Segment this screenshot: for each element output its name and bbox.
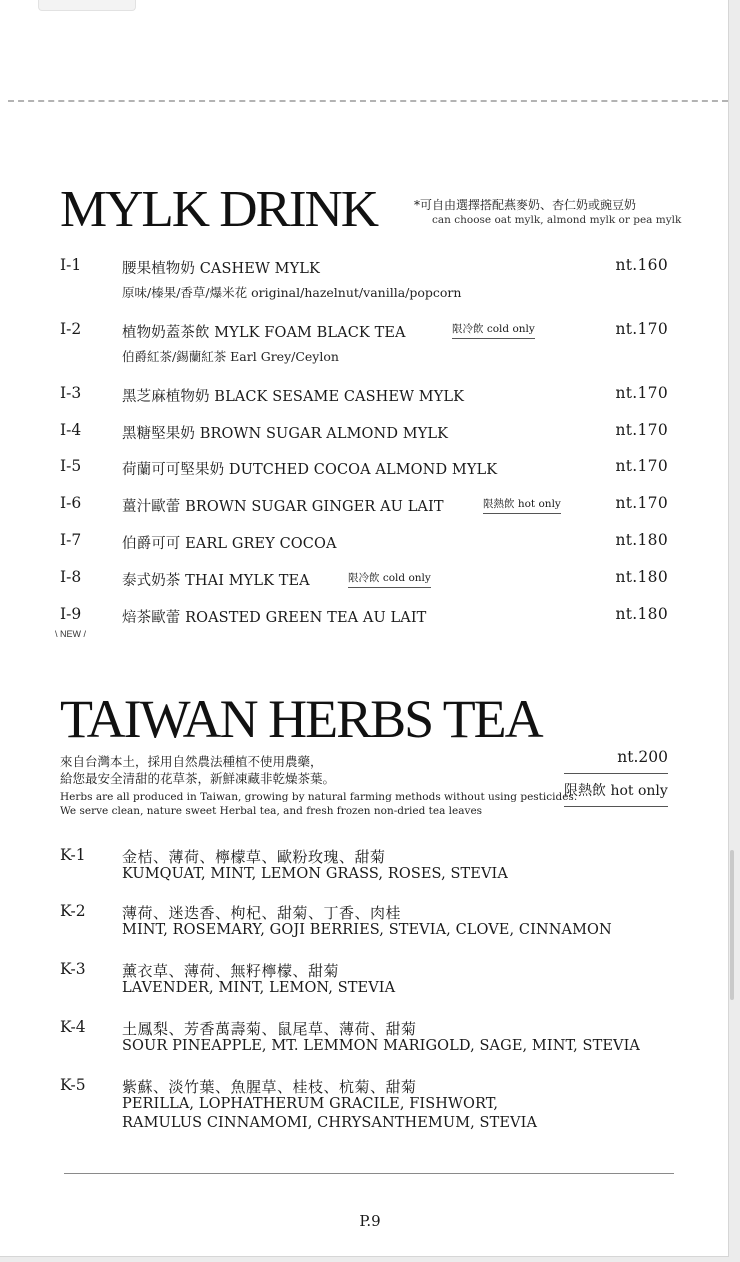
herb-ingredients-zh: 金桔、薄荷、檸檬草、歐粉玫瑰、甜菊 — [122, 848, 386, 866]
item-code: I-1 — [60, 256, 82, 274]
item-price: nt.170 — [615, 320, 668, 338]
item-name: 薑汁歐蕾 BROWN SUGAR GINGER AU LAIT — [122, 499, 444, 515]
item-name: 伯爵可可 EARL GREY COCOA — [122, 536, 337, 552]
herb-ingredients-en: SOUR PINEAPPLE, MT. LEMMON MARIGOLD, SAGE, MINT, STEVIA — [122, 1038, 640, 1054]
item-code: I-5 — [60, 457, 82, 475]
item-price: nt.170 — [615, 494, 668, 512]
item-code: I-6 — [60, 494, 82, 512]
scrollbar-thumb[interactable] — [730, 850, 734, 1000]
mylk-note-zh: *可自由選擇搭配燕麥奶、杏仁奶或豌豆奶 — [414, 198, 637, 212]
item-code: I-8 — [60, 568, 82, 586]
herb-ingredients-en: RAMULUS CINNAMOMI, CHRYSANTHEMUM, STEVIA — [122, 1115, 538, 1131]
herb-ingredients-en: MINT, ROSEMARY, GOJI BERRIES, STEVIA, CLOVE, CINNAMON — [122, 922, 612, 938]
dashed-divider — [8, 100, 728, 102]
mylk-note-en: can choose oat mylk, almond mylk or pea mylk — [432, 214, 682, 226]
item-code: I-7 — [60, 531, 82, 549]
cold-only-tag: 限冷飲 cold only — [348, 570, 431, 588]
item-price: nt.180 — [615, 605, 668, 623]
item-code: I-2 — [60, 320, 82, 338]
herb-ingredients-zh: 薰衣草、薄荷、無籽檸檬、甜菊 — [122, 962, 340, 980]
item-price: nt.170 — [615, 421, 668, 439]
item-price: nt.170 — [615, 384, 668, 402]
herbs-desc-zh: 給您最安全清甜的花草茶，新鮮凍藏非乾燥茶葉。 — [60, 771, 336, 786]
item-options: 伯爵紅茶/錫蘭紅茶 Earl Grey/Ceylon — [122, 349, 339, 364]
item-price: nt.180 — [615, 568, 668, 586]
item-code: I-3 — [60, 384, 82, 402]
herb-code: K-4 — [60, 1018, 86, 1036]
item-price: nt.170 — [615, 457, 668, 475]
mylk-section-title: MYLK DRINK — [60, 181, 377, 238]
herbs-desc-zh: 來自台灣本土，採用自然農法種植不使用農藥， — [60, 754, 323, 769]
herb-ingredients-en: PERILLA, LOPHATHERUM GRACILE, FISHWORT, — [122, 1096, 499, 1112]
item-name: 黑芝麻植物奶 BLACK SESAME CASHEW MYLK — [122, 389, 465, 405]
item-name: 荷蘭可可堅果奶 DUTCHED COCOA ALMOND MYLK — [122, 462, 498, 478]
item-price: nt.180 — [615, 531, 668, 549]
herb-code: K-1 — [60, 846, 86, 864]
herbs-price: nt.200 — [617, 748, 668, 766]
item-price: nt.160 — [615, 256, 668, 274]
item-name: 黑糖堅果奶 BROWN SUGAR ALMOND MYLK — [122, 426, 449, 442]
herb-code: K-5 — [60, 1076, 86, 1094]
item-options: 原味/榛果/香草/爆米花 original/hazelnut/vanilla/popcorn — [122, 285, 462, 300]
herb-code: K-3 — [60, 960, 86, 978]
herb-ingredients-en: LAVENDER, MINT, LEMON, STEVIA — [122, 980, 396, 996]
hot-only-tag: 限熱飲 hot only — [564, 773, 668, 807]
herbs-section-title: TAIWAN HERBS TEA — [60, 689, 542, 749]
item-code: I-9 — [60, 605, 82, 623]
cold-only-tag: 限冷飲 cold only — [452, 321, 535, 339]
item-code: I-4 — [60, 421, 82, 439]
item-name: 焙茶歐蕾 ROASTED GREEN TEA AU LAIT — [122, 610, 427, 626]
herb-ingredients-zh: 紫蘇、淡竹葉、魚腥草、桂枝、杭菊、甜菊 — [122, 1078, 417, 1096]
page-number: P.9 — [359, 1212, 381, 1230]
herbs-desc-en: We serve clean, nature sweet Herbal tea, and fresh frozen non-dried tea leaves — [60, 805, 483, 817]
item-name: 泰式奶茶 THAI MYLK TEA — [122, 573, 310, 589]
herbs-desc-en: Herbs are all produced in Taiwan, growing by natural farming methods without using pesticides. — [60, 791, 578, 803]
top-tab — [38, 0, 136, 11]
new-badge: \ NEW / — [55, 629, 86, 639]
herb-ingredients-en: KUMQUAT, MINT, LEMON GRASS, ROSES, STEVIA — [122, 866, 508, 882]
herb-ingredients-zh: 土鳳梨、芳香萬壽菊、鼠尾草、薄荷、甜菊 — [122, 1020, 417, 1038]
item-name: 腰果植物奶 CASHEW MYLK — [122, 261, 320, 277]
footer-divider — [64, 1173, 674, 1174]
item-name: 植物奶蓋茶飲 MYLK FOAM BLACK TEA — [122, 325, 406, 341]
herb-code: K-2 — [60, 902, 86, 920]
hot-only-tag: 限熱飲 hot only — [483, 496, 561, 514]
herb-ingredients-zh: 薄荷、迷迭香、枸杞、甜菊、丁香、肉桂 — [122, 904, 402, 922]
